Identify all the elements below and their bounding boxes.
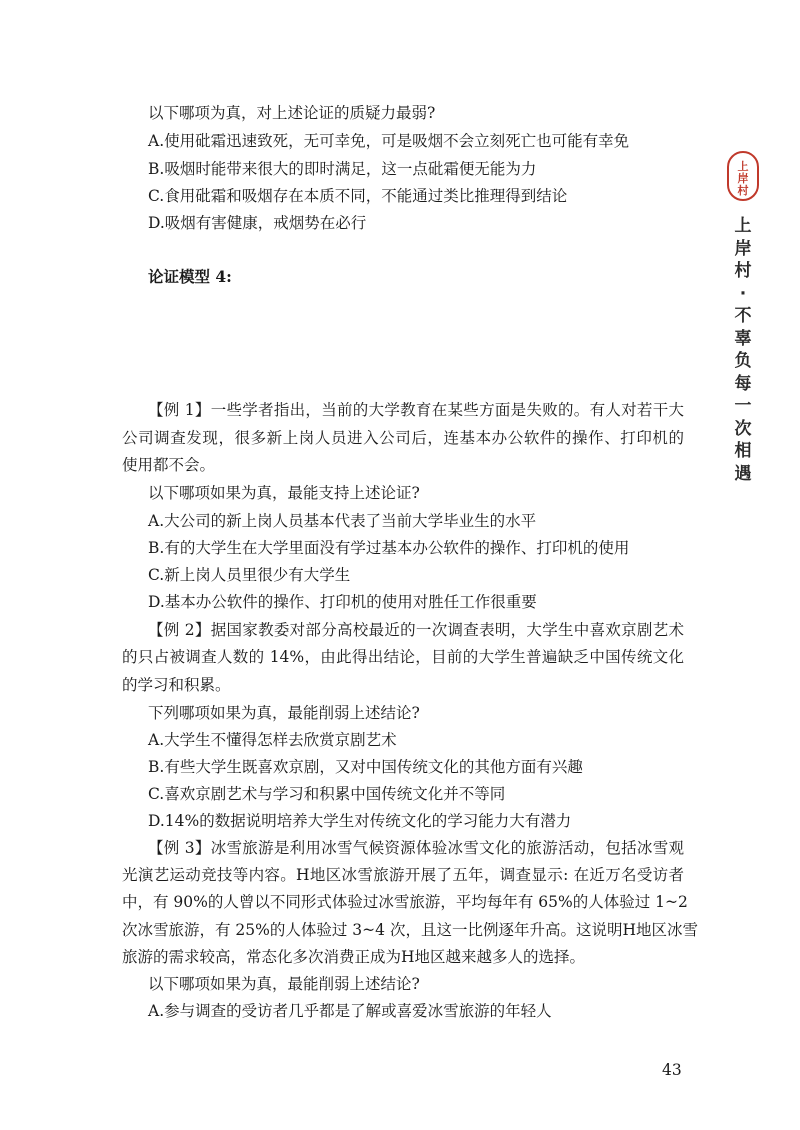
option-d: D.吸烟有害健康，戒烟势在必行 — [148, 214, 367, 232]
example3-line: 【例 3】冰雪旅游是利用冰雪气候资源体验冰雪文化的旅游活动，包括冰雪观 — [148, 839, 684, 857]
svg-text:上: 上 — [737, 160, 749, 173]
slogan-char: 不 — [734, 306, 752, 326]
example3-option-a: A.参与调查的受访者几乎都是了解或喜爱冰雪旅游的年轻人 — [148, 1002, 552, 1020]
example3-line: 次冰雪旅游，有 25%的人体验过 3~4 次，且这一比例逐年升高。这说明H地区冰雪 — [122, 921, 698, 939]
page-number: 43 — [662, 1061, 682, 1079]
example2-option-b: B.有些大学生既喜欢京剧，又对中国传统文化的其他方面有兴趣 — [148, 758, 583, 776]
brand-seal-icon — [726, 150, 760, 202]
svg-text:村: 村 — [737, 184, 749, 197]
example1-stem: 以下哪项如果为真，最能支持上述论证? — [148, 484, 420, 502]
slogan-char: 遇 — [734, 463, 752, 484]
slogan-char: · — [739, 283, 747, 304]
slogan-char: 一 — [734, 396, 752, 416]
example1-option-d: D.基本办公软件的操作、打印机的使用对胜任工作很重要 — [148, 593, 537, 611]
example1-line: 【例 1】一些学者指出，当前的大学教育在某些方面是失败的。有人对若干大 — [148, 401, 684, 419]
slogan-char: 上 — [734, 216, 752, 236]
option-c: C.食用砒霜和吸烟存在本质不同，不能通过类比推理得到结论 — [148, 187, 568, 205]
example3-stem: 以下哪项如果为真，最能削弱上述结论? — [148, 975, 420, 993]
example3-line: 旅游的需求较高，常态化多次消费正成为H地区越来越多人的选择。 — [122, 948, 586, 966]
slogan-char: 辜 — [734, 328, 752, 349]
example1-line: 使用都不会。 — [122, 456, 216, 474]
example2-stem: 下列哪项如果为真，最能削弱上述结论? — [148, 704, 420, 722]
example1-line: 公司调查发现，很多新上岗人员进入公司后，连基本办公软件的操作、打印机的 — [122, 429, 684, 447]
slogan-char: 次 — [734, 418, 752, 439]
option-a: A.使用砒霜迅速致死，无可幸免，可是吸烟不会立刻死亡也可能有幸免 — [148, 132, 630, 150]
example1-option-b: B.有的大学生在大学里面没有学过基本办公软件的操作、打印机的使用 — [148, 539, 630, 557]
example2-option-c: C.喜欢京剧艺术与学习和积累中国传统文化并不等同 — [148, 785, 506, 803]
slogan-char: 村 — [734, 261, 752, 281]
example2-line: 【例 2】据国家教委对部分高校最近的一次调查表明，大学生中喜欢京剧艺术 — [148, 621, 684, 639]
example1-option-c: C.新上岗人员里很少有大学生 — [148, 566, 351, 584]
question-stem: 以下哪项为真，对上述论证的质疑力最弱? — [148, 104, 436, 122]
brand-logo — [726, 150, 760, 202]
brand-slogan — [728, 215, 758, 485]
example2-option-d: D.14%的数据说明培养大学生对传统文化的学习能力大有潜力 — [148, 812, 572, 830]
slogan-char: 相 — [734, 441, 752, 461]
example3-line: 中，有 90%的人曾以不同形式体验过冰雪旅游，平均每年有 65%的人体验过 1~2 — [122, 893, 688, 911]
example3-line: 光演艺运动竞技等内容。H地区冰雪旅游开展了五年，调查显示: 在近万名受访者 — [122, 866, 684, 884]
option-b: B.吸烟时能带来很大的即时满足，这一点砒霜便无能为力 — [148, 160, 537, 178]
example2-line: 的只占被调查人数的 14%，由此得出结论，目前的大学生普遍缺乏中国传统文化 — [122, 648, 684, 666]
example2-option-a: A.大学生不懂得怎样去欣赏京剧艺术 — [148, 731, 397, 749]
example1-option-a: A.大公司的新上岗人员基本代表了当前大学毕业生的水平 — [148, 512, 537, 530]
svg-text:岸: 岸 — [737, 172, 749, 185]
example2-line: 的学习和积累。 — [122, 676, 231, 694]
slogan-char: 每 — [734, 373, 752, 394]
section-heading: 论证模型 4: — [148, 267, 232, 286]
slogan-char: 岸 — [734, 238, 752, 259]
slogan-char: 负 — [734, 351, 752, 371]
